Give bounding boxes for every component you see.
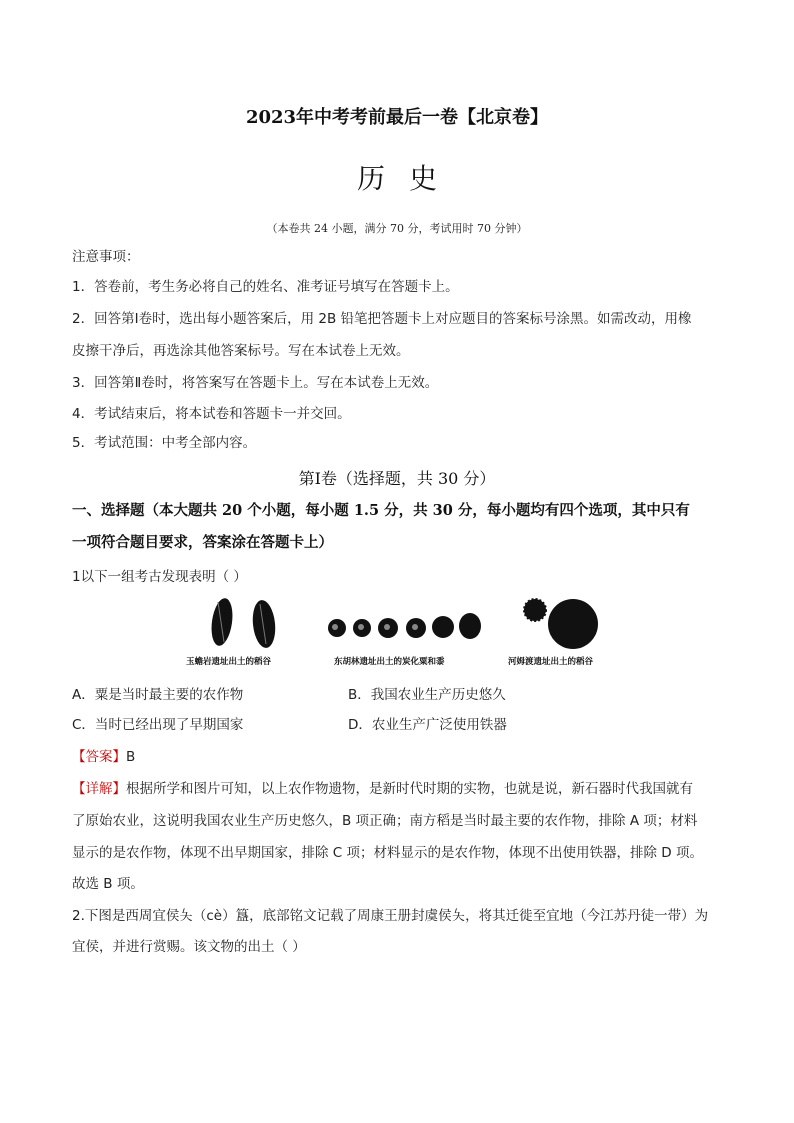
detail-line: 了原始农业，这说明我国农业生产历史悠久，B 项正确；南方稻是当时最主要的农作物，排除 A 项；材料	[72, 813, 698, 829]
detail-line: 显示的是农作物，体现不出早期国家，排除 C 项；材料显示的是农作物，体现不出使用铁器，排除 D 项。	[72, 845, 703, 861]
option-b: B．我国农业生产历史悠久	[348, 687, 506, 703]
question-2-stem: 2.下图是西周宜侯夨（cè）簋，底部铭文记载了周康王册封虞侯夨，将其迁徙至宜地（今江苏丹徒一带）为	[72, 908, 709, 924]
question-2-stem: 宜侯，并进行赏赐。该文物的出土（ ）	[72, 939, 306, 955]
note-item: 2．回答第Ⅰ卷时，选出每小题答案后，用 2B 铅笔把答题卡上对应题目的答案标号涂黑。如需改动，用橡	[72, 311, 692, 327]
figure-caption: 玉蟾岩遗址出土的稻谷	[186, 657, 272, 667]
subject-title: 历史	[356, 162, 461, 195]
section-instruction: 一、选择题（本大题共 20 个小题，每小题 1.5 分，共 30 分，每小题均有四个选项，其中只有	[72, 502, 690, 519]
detail-line: 故选 B 项。	[72, 876, 144, 892]
figure-caption: 东胡林遗址出土的炭化粟和黍	[334, 657, 445, 667]
option-c: C．当时已经出现了早期国家	[72, 717, 244, 733]
option-d: D．农业生产广泛使用铁器	[348, 717, 507, 733]
detail-label: 【详解】	[72, 781, 126, 797]
note-item: 5．考试范围：中考全部内容。	[72, 435, 257, 451]
note-item: 1．答卷前，考生务必将自己的姓名、准考证号填写在答题卡上。	[72, 279, 459, 295]
grain-figure	[180, 592, 620, 672]
exam-info: （本卷共 24 小题，满分 70 分，考试用时 70 分钟）	[266, 222, 528, 235]
figure-caption: 河姆渡遗址出土的稻谷	[508, 657, 594, 667]
option-a: A．粟是当时最主要的农作物	[72, 687, 244, 703]
answer-label: 【答案】	[72, 749, 126, 765]
grain-figure-image	[180, 592, 620, 654]
detail-line	[72, 780, 722, 798]
note-item: 皮擦干净后，再选涂其他答案标号。写在本试卷上无效。	[72, 343, 410, 359]
notes-heading: 注意事项：	[72, 249, 140, 265]
section-instruction: 一项符合题目要求，答案涂在答题卡上）	[72, 534, 333, 551]
answer-value: B	[126, 749, 136, 765]
note-item: 4．考试结束后，将本试卷和答题卡一并交回。	[72, 406, 351, 422]
answer-line	[72, 748, 722, 766]
question-1-stem: 1以下一组考古发现表明（ ）	[72, 569, 247, 585]
document-title: 2023年中考考前最后一卷【北京卷】	[245, 107, 549, 128]
section-title: 第Ⅰ卷（选择题，共 30 分）	[298, 469, 496, 488]
detail-text: 根据所学和图片可知，以上农作物遗物，是新时代时期的实物，也就是说，新石器时代我国就有	[126, 781, 693, 797]
note-item: 3．回答第Ⅱ卷时，将答案写在答题卡上。写在本试卷上无效。	[72, 375, 439, 391]
